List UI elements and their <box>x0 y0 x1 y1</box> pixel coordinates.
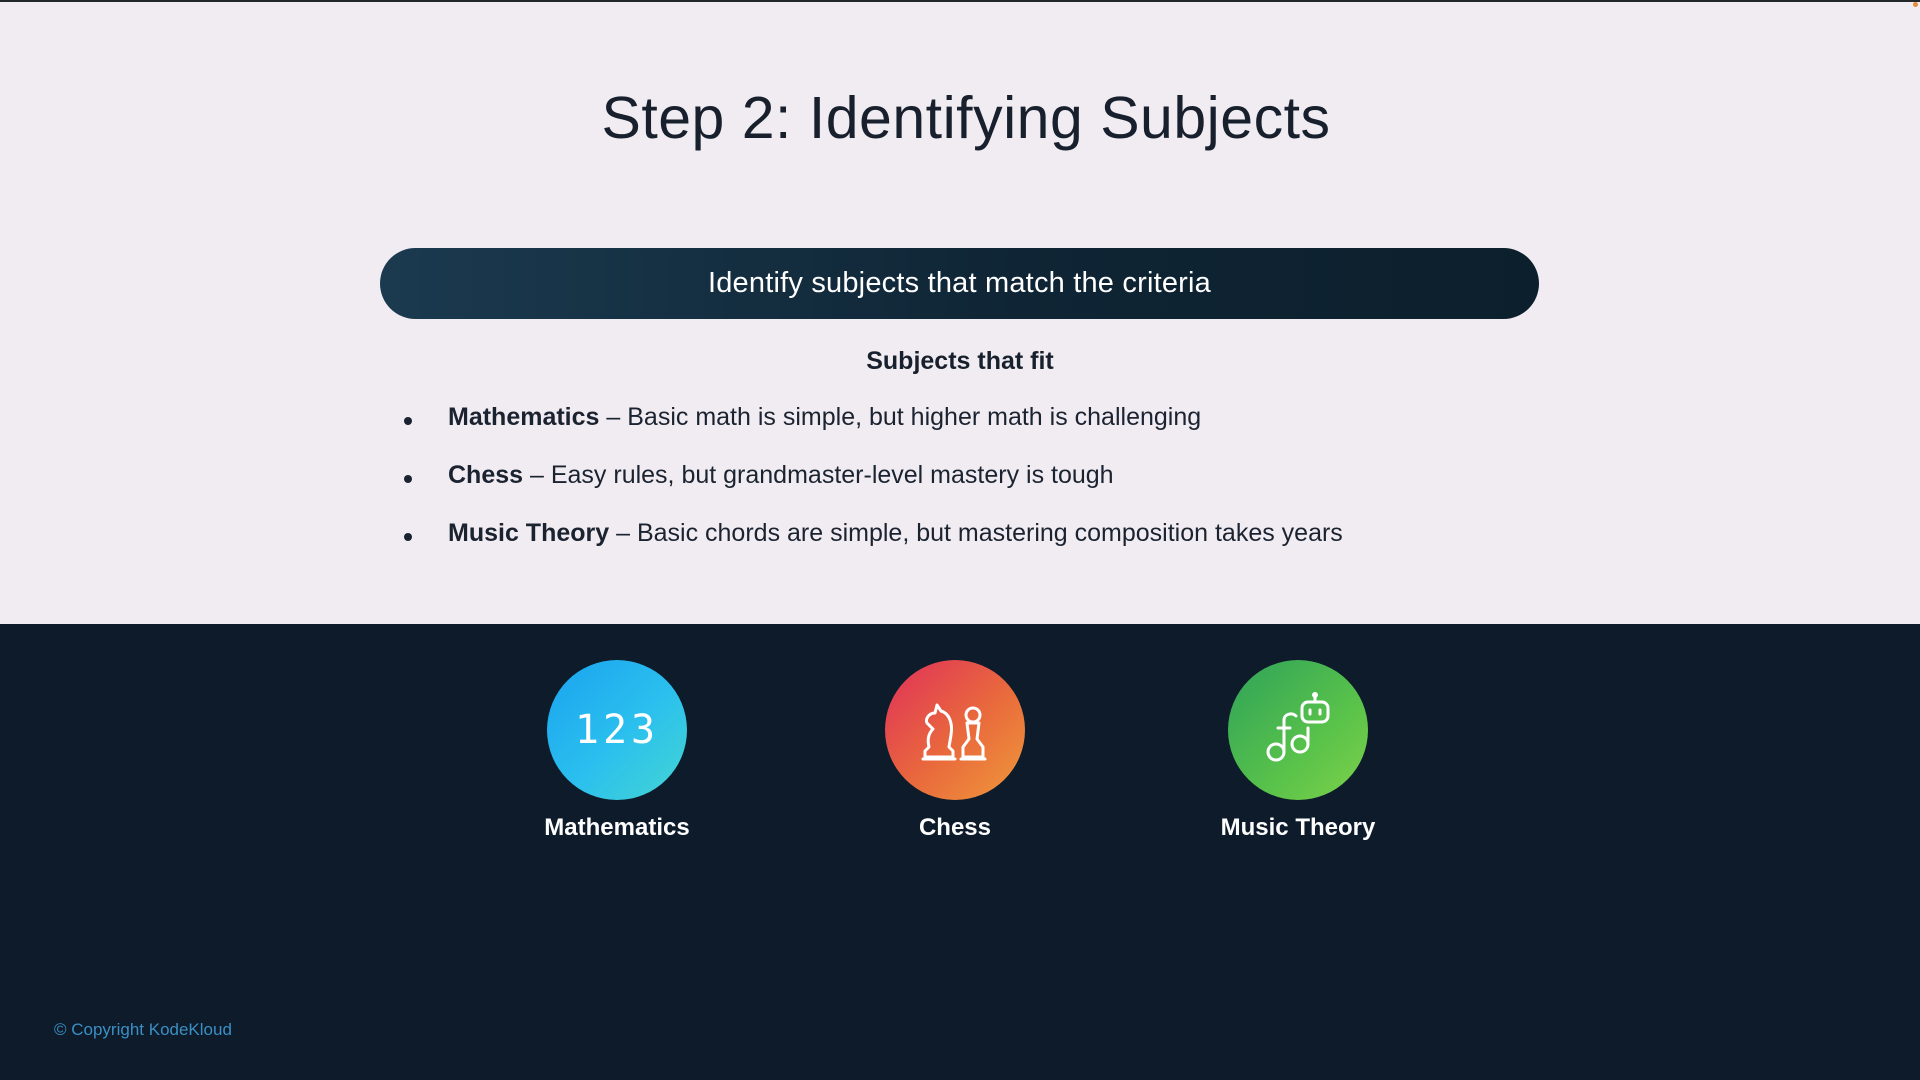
criteria-banner <box>380 248 1539 319</box>
bullet-body <box>448 519 1343 548</box>
music-robot-icon <box>1228 660 1368 800</box>
subject-card-chess <box>845 660 1065 842</box>
bullet-dot <box>404 533 412 541</box>
top-rule <box>0 0 1920 2</box>
criteria-banner-text: Identify subjects that match the criteria <box>707 267 1212 299</box>
bullet-dot <box>404 417 412 425</box>
numbers-glyph: 123 <box>574 707 660 753</box>
subject-card-music-theory <box>1188 660 1408 842</box>
chess-pieces-icon <box>885 660 1025 800</box>
music-robot-svg <box>1256 688 1340 772</box>
chess-pieces-svg <box>913 693 997 767</box>
numbers-123-icon <box>547 660 687 800</box>
subject-label-music-theory: Music Theory <box>1220 814 1376 841</box>
bullet-term: Chess <box>448 461 524 489</box>
copyright-text: © Copyright KodeKloud <box>54 1020 232 1039</box>
subject-label-mathematics: Mathematics <box>544 814 690 841</box>
subjects-panel <box>0 624 1920 1080</box>
slide-title: Step 2: Identifying Subjects <box>601 85 1331 151</box>
corner-indicator <box>1913 2 1918 7</box>
bullet-term: Music Theory <box>448 519 610 547</box>
bullet-dot <box>404 475 412 483</box>
subject-card-mathematics <box>507 660 727 842</box>
subjects-subheading: Subjects that fit <box>866 347 1054 375</box>
bullet-text: – Basic math is simple, but higher math is challenging <box>599 403 1202 431</box>
bullet-text: – Basic chords are simple, but mastering composition takes years <box>609 519 1343 547</box>
bullet-term: Mathematics <box>448 403 600 431</box>
subject-label-chess: Chess <box>918 814 992 841</box>
bullet-body <box>448 403 1201 432</box>
bullet-body <box>448 461 1114 490</box>
bullet-text: – Easy rules, but grandmaster-level mastery is tough <box>523 461 1114 489</box>
